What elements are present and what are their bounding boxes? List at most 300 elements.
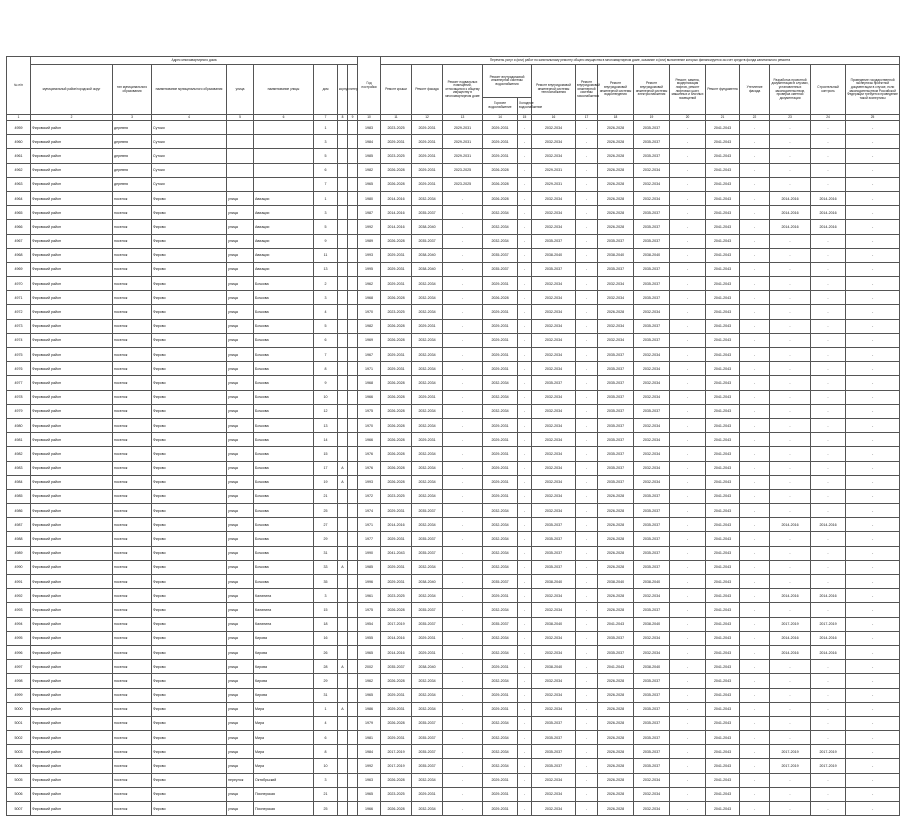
table-cell	[348, 603, 358, 617]
table-cell: Фировский район	[31, 248, 113, 262]
table-row	[7, 631, 900, 645]
table-cell	[348, 787, 358, 801]
table-cell: поселок	[113, 716, 152, 730]
table-cell: -	[846, 319, 900, 333]
table-cell	[338, 206, 348, 220]
table-cell: 1972	[358, 489, 381, 503]
table-row	[7, 404, 900, 418]
table-cell: -	[770, 277, 811, 291]
table-cell	[348, 177, 358, 191]
table-cell: 2032-2034	[412, 333, 443, 347]
table-cell: 2029-2031	[532, 163, 576, 177]
table-cell: 2032-2034	[483, 745, 518, 759]
table-cell: 4992	[7, 589, 31, 603]
table-cell: 2026-2028	[598, 589, 634, 603]
table-cell: -	[518, 206, 532, 220]
table-cell: Фирово	[152, 560, 227, 574]
table-cell: 2032-2034	[412, 560, 443, 574]
table-cell: Фировский район	[31, 631, 113, 645]
table-cell: 1968	[358, 376, 381, 390]
table-cell: 2032-2034	[634, 418, 670, 432]
table-cell: 2032-2034	[412, 688, 443, 702]
col-header-18: Ремонт внутридомовой инженерной системы водоотведения	[598, 65, 634, 115]
table-cell: 2041-2043	[706, 206, 740, 220]
table-cell	[348, 262, 358, 276]
table-cell: -	[443, 603, 483, 617]
table-cell: 1966	[358, 802, 381, 816]
table-row	[7, 575, 900, 589]
table-cell: 1980	[358, 191, 381, 205]
table-cell: -	[670, 575, 706, 589]
table-cell: поселок	[113, 404, 152, 418]
table-cell: -	[518, 546, 532, 560]
table-cell: Фирово	[152, 475, 227, 489]
table-cell: 2026-2028	[598, 745, 634, 759]
table-cell: 25	[314, 802, 338, 816]
table-cell: 2032-2034	[483, 674, 518, 688]
table-cell: 2041-2043	[706, 177, 740, 191]
table-cell: 4986	[7, 504, 31, 518]
table-cell: 2032-2034	[532, 206, 576, 220]
table-cell: 2029-2031	[483, 362, 518, 376]
table-cell: Фировский район	[31, 745, 113, 759]
table-cell: 2029-2031	[412, 787, 443, 801]
table-cell: 4974	[7, 333, 31, 347]
table-cell: -	[770, 802, 811, 816]
table-cell: 2032-2034	[483, 234, 518, 248]
table-cell: поселок	[113, 518, 152, 532]
table-cell: 3	[314, 589, 338, 603]
table-cell: -	[670, 560, 706, 574]
table-cell: -	[846, 575, 900, 589]
table-cell: 1976	[358, 447, 381, 461]
table-cell	[338, 305, 348, 319]
table-cell: -	[518, 504, 532, 518]
table-cell: 12	[314, 404, 338, 418]
table-cell: поселок	[113, 589, 152, 603]
table-cell: 2029-2031	[412, 645, 443, 659]
table-cell: 4972	[7, 305, 31, 319]
table-cell: 2041-2043	[706, 191, 740, 205]
table-cell: -	[846, 291, 900, 305]
table-cell: Калинина	[254, 589, 314, 603]
table-cell: Фировский район	[31, 702, 113, 716]
table-cell: 4981	[7, 433, 31, 447]
table-cell: -	[770, 390, 811, 404]
table-cell: Фировский район	[31, 759, 113, 773]
table-cell: 2032-2034	[412, 518, 443, 532]
table-cell: Бочкова	[254, 433, 314, 447]
table-cell: Фирово	[152, 291, 227, 305]
table-cell: -	[670, 220, 706, 234]
table-cell: 2035-2037	[412, 745, 443, 759]
table-cell: 2002	[358, 660, 381, 674]
table-cell	[338, 121, 348, 135]
table-cell: 2023-2025	[381, 305, 412, 319]
table-cell: 2041-2043	[706, 121, 740, 135]
table-cell: -	[443, 262, 483, 276]
table-cell: -	[576, 277, 598, 291]
table-row	[7, 759, 900, 773]
table-cell: 2026-2028	[381, 177, 412, 191]
table-cell: 2032-2034	[532, 489, 576, 503]
table-cell	[338, 518, 348, 532]
table-cell	[348, 362, 358, 376]
table-cell: улица	[227, 277, 254, 291]
table-cell: -	[740, 404, 770, 418]
table-cell: 2032-2034	[483, 716, 518, 730]
table-cell: -	[740, 802, 770, 816]
table-cell: 2029-2031	[483, 660, 518, 674]
table-cell: 2032-2034	[532, 461, 576, 475]
table-cell: 2026-2028	[598, 163, 634, 177]
table-cell: 2029-2031	[412, 433, 443, 447]
table-cell: -	[770, 121, 811, 135]
table-cell: 2038-2040	[634, 617, 670, 631]
table-cell: 2032-2034	[532, 674, 576, 688]
table-cell: -	[740, 475, 770, 489]
table-cell: Фировский район	[31, 802, 113, 816]
table-cell: 1984	[358, 745, 381, 759]
table-cell: 2035-2037	[634, 291, 670, 305]
table-cell: -	[811, 773, 846, 787]
table-cell: 2035-2037	[634, 333, 670, 347]
table-cell: 2029-2031	[483, 433, 518, 447]
table-row	[7, 802, 900, 816]
table-cell: -	[740, 787, 770, 801]
table-cell: -	[518, 163, 532, 177]
table-cell: 2017-2019	[381, 759, 412, 773]
table-cell: Фировский район	[31, 418, 113, 432]
table-cell: -	[811, 248, 846, 262]
table-cell: 2032-2034	[532, 305, 576, 319]
table-cell: -	[811, 262, 846, 276]
table-cell: 1984	[358, 135, 381, 149]
table-cell: 2026-2028	[381, 234, 412, 248]
table-cell: -	[811, 348, 846, 362]
table-cell: улица	[227, 262, 254, 276]
table-cell: 1982	[358, 163, 381, 177]
table-cell: 5003	[7, 745, 31, 759]
table-cell: 2029-2031	[381, 362, 412, 376]
table-cell: 2029-2031	[483, 802, 518, 816]
table-cell: -	[846, 546, 900, 560]
table-cell: 13	[314, 262, 338, 276]
table-cell	[348, 149, 358, 163]
table-cell: -	[518, 674, 532, 688]
table-cell: -	[811, 674, 846, 688]
table-cell: -	[443, 787, 483, 801]
table-cell: 2032-2034	[483, 504, 518, 518]
table-cell: 2035-2037	[532, 745, 576, 759]
table-cell	[348, 674, 358, 688]
table-cell: -	[518, 433, 532, 447]
table-cell: 2035-2037	[598, 404, 634, 418]
table-cell	[338, 447, 348, 461]
table-cell	[338, 631, 348, 645]
table-cell: 1982	[358, 319, 381, 333]
table-cell: 1962	[358, 277, 381, 291]
table-cell: 2032-2034	[532, 291, 576, 305]
table-cell: -	[518, 745, 532, 759]
table-cell: 4969	[7, 262, 31, 276]
table-cell: 2041-2043	[706, 305, 740, 319]
table-cell: Бочкова	[254, 390, 314, 404]
table-cell: 2035-2037	[532, 546, 576, 560]
table-cell: -	[770, 333, 811, 347]
table-cell: -	[770, 135, 811, 149]
table-cell: улица	[227, 617, 254, 631]
table-cell: -	[740, 277, 770, 291]
table-cell: Калинина	[254, 603, 314, 617]
table-cell: 1975	[358, 404, 381, 418]
table-cell: -	[811, 731, 846, 745]
table-cell: -	[518, 645, 532, 659]
table-cell: 2032-2034	[483, 376, 518, 390]
table-cell: -	[846, 333, 900, 347]
table-cell: -	[846, 149, 900, 163]
table-cell: -	[670, 149, 706, 163]
table-cell: -	[670, 348, 706, 362]
table-cell: -	[770, 575, 811, 589]
table-cell: 2038-2040	[412, 262, 443, 276]
table-cell: 2038-2040	[634, 575, 670, 589]
table-cell: Фирово	[152, 631, 227, 645]
table-cell: поселок	[113, 277, 152, 291]
table-cell: -	[670, 447, 706, 461]
table-cell: -	[846, 773, 900, 787]
table-row	[7, 702, 900, 716]
table-cell: -	[518, 418, 532, 432]
table-cell: -	[670, 277, 706, 291]
table-cell: поселок	[113, 489, 152, 503]
table-cell: -	[846, 348, 900, 362]
table-cell: 2035-2037	[598, 262, 634, 276]
table-cell: 4	[314, 716, 338, 730]
table-cell	[254, 177, 314, 191]
table-cell: 2032-2034	[532, 645, 576, 659]
table-cell: -	[576, 660, 598, 674]
table-cell: 17	[314, 461, 338, 475]
table-cell: Фировский район	[31, 787, 113, 801]
table-cell: -	[443, 645, 483, 659]
table-cell: Бочкова	[254, 362, 314, 376]
table-row	[7, 319, 900, 333]
table-cell: Фирово	[152, 277, 227, 291]
table-cell: -	[576, 362, 598, 376]
table-cell: 1970	[358, 418, 381, 432]
table-cell: 2014-2016	[811, 518, 846, 532]
table-cell: Фирово	[152, 674, 227, 688]
table-cell: 2038-2040	[532, 660, 576, 674]
table-cell: 2041-2043	[706, 589, 740, 603]
table-cell: -	[740, 206, 770, 220]
table-cell: 2029-2031	[381, 135, 412, 149]
column-number: 15	[518, 115, 532, 121]
table-cell: 2026-2028	[598, 802, 634, 816]
table-cell: -	[740, 348, 770, 362]
table-cell: -	[811, 475, 846, 489]
table-cell: Бочкова	[254, 518, 314, 532]
table-row	[7, 121, 900, 135]
table-cell: 2035-2037	[412, 603, 443, 617]
table-cell: улица	[227, 305, 254, 319]
table-cell: 5006	[7, 787, 31, 801]
table-cell: 18	[314, 617, 338, 631]
table-cell: 8	[314, 362, 338, 376]
table-cell: -	[770, 787, 811, 801]
table-cell: поселок	[113, 348, 152, 362]
table-cell: -	[443, 546, 483, 560]
table-cell: поселок	[113, 362, 152, 376]
table-cell: -	[846, 191, 900, 205]
table-cell: -	[518, 631, 532, 645]
table-cell	[338, 546, 348, 560]
table-cell: 2026-2028	[598, 489, 634, 503]
table-cell: -	[670, 802, 706, 816]
column-number: 14	[483, 115, 518, 121]
table-cell: -	[576, 560, 598, 574]
table-cell: 2032-2034	[532, 121, 576, 135]
table-cell: 2026-2028	[381, 447, 412, 461]
table-cell: 2032-2034	[634, 362, 670, 376]
table-cell: -	[518, 291, 532, 305]
table-cell: Бочкова	[254, 575, 314, 589]
table-cell: -	[770, 262, 811, 276]
col-header-24: Строительный контроль	[811, 65, 846, 115]
table-cell: -	[518, 191, 532, 205]
table-cell: -	[740, 589, 770, 603]
table-cell	[348, 220, 358, 234]
table-cell: 4988	[7, 532, 31, 546]
table-cell: 3	[314, 291, 338, 305]
table-cell	[338, 234, 348, 248]
table-cell: 2035-2037	[634, 702, 670, 716]
table-cell: поселок	[113, 248, 152, 262]
column-number: 23	[770, 115, 811, 121]
table-cell	[254, 121, 314, 135]
table-cell: -	[740, 560, 770, 574]
table-cell: -	[846, 177, 900, 191]
table-cell: улица	[227, 532, 254, 546]
table-cell: -	[811, 461, 846, 475]
table-cell: 2029-2031	[412, 631, 443, 645]
table-cell: -	[670, 504, 706, 518]
table-cell: -	[740, 518, 770, 532]
table-cell: -	[518, 589, 532, 603]
table-cell: 2023-2025	[381, 149, 412, 163]
table-cell: Фирово	[152, 745, 227, 759]
table-row	[7, 277, 900, 291]
table-cell: -	[576, 645, 598, 659]
table-cell: -	[811, 660, 846, 674]
table-row	[7, 206, 900, 220]
table-cell: -	[518, 787, 532, 801]
table-cell: 2029-2031	[381, 575, 412, 589]
table-cell: Кирова	[254, 688, 314, 702]
table-cell	[338, 418, 348, 432]
table-cell: Фирово	[152, 220, 227, 234]
table-cell: -	[670, 135, 706, 149]
table-cell: 7	[314, 348, 338, 362]
table-cell: улица	[227, 433, 254, 447]
table-cell: -	[670, 589, 706, 603]
table-row	[7, 177, 900, 191]
table-cell: 2041-2043	[706, 135, 740, 149]
table-cell: 21	[314, 489, 338, 503]
table-cell: -	[770, 731, 811, 745]
table-cell: 2014-2016	[381, 220, 412, 234]
table-cell: -	[846, 418, 900, 432]
table-cell: -	[740, 745, 770, 759]
table-cell: -	[443, 489, 483, 503]
table-cell: -	[846, 475, 900, 489]
table-cell: 2032-2034	[532, 277, 576, 291]
table-cell: 2023-2025	[381, 589, 412, 603]
table-cell: Фировский район	[31, 149, 113, 163]
table-cell: 2035-2037	[598, 447, 634, 461]
column-number: 2	[31, 115, 113, 121]
table-cell: -	[670, 291, 706, 305]
table-cell: -	[846, 234, 900, 248]
table-cell: 2029-2031	[483, 319, 518, 333]
table-cell: -	[770, 149, 811, 163]
table-cell: 4968	[7, 248, 31, 262]
table-cell: поселок	[113, 234, 152, 248]
col-header-12: Ремонт фасада	[412, 65, 443, 115]
table-cell: 9	[314, 234, 338, 248]
table-cell: -	[770, 248, 811, 262]
table-row	[7, 135, 900, 149]
table-cell	[348, 631, 358, 645]
table-cell: 2035-2037	[634, 716, 670, 730]
table-cell: 2035-2037	[483, 248, 518, 262]
table-cell	[348, 333, 358, 347]
table-cell: -	[576, 348, 598, 362]
table-cell: Мира	[254, 716, 314, 730]
table-cell: -	[576, 376, 598, 390]
table-cell: -	[443, 745, 483, 759]
table-cell: поселок	[113, 745, 152, 759]
table-cell: -	[846, 447, 900, 461]
table-cell: 2032-2034	[634, 787, 670, 801]
table-cell	[227, 149, 254, 163]
table-cell: 2029-2031	[483, 489, 518, 503]
table-cell: поселок	[113, 617, 152, 631]
table-cell	[338, 348, 348, 362]
table-cell: 1963	[358, 773, 381, 787]
table-cell	[348, 291, 358, 305]
table-row	[7, 773, 900, 787]
table-cell: 2035-2037	[412, 716, 443, 730]
table-cell: А	[338, 560, 348, 574]
table-cell: -	[846, 745, 900, 759]
table-cell: 5002	[7, 731, 31, 745]
table-cell: -	[670, 376, 706, 390]
table-cell: 2032-2034	[634, 802, 670, 816]
table-cell: 2041-2043	[706, 277, 740, 291]
table-cell: 2023-2025	[381, 489, 412, 503]
table-cell: 2035-2037	[483, 575, 518, 589]
table-row	[7, 163, 900, 177]
table-cell: 2032-2034	[598, 319, 634, 333]
table-cell: -	[770, 433, 811, 447]
table-row	[7, 149, 900, 163]
table-cell: 2032-2034	[412, 348, 443, 362]
table-cell: 2035-2037	[598, 433, 634, 447]
repair-schedule-table	[6, 56, 900, 816]
table-cell: -	[811, 702, 846, 716]
